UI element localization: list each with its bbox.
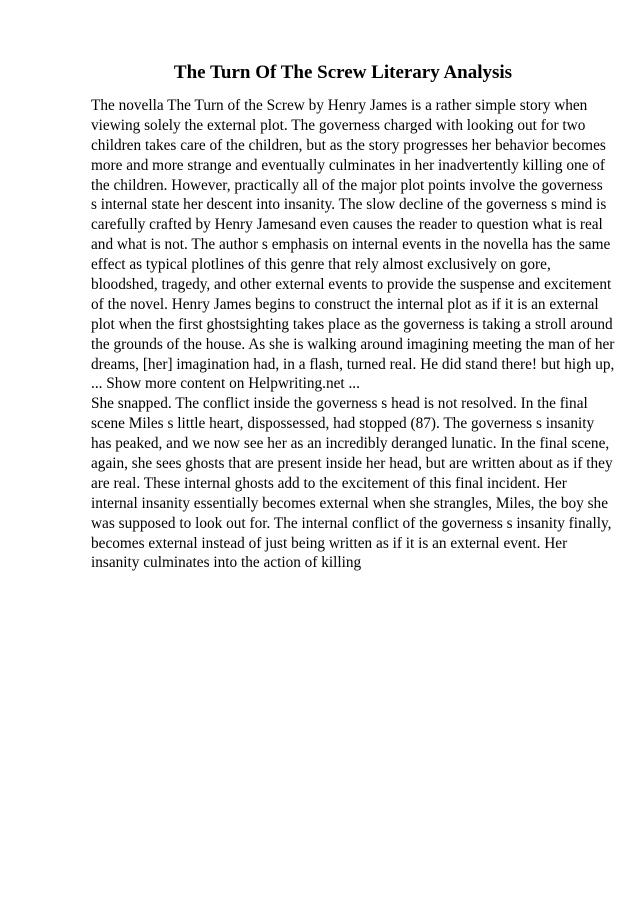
document-title: The Turn Of The Screw Literary Analysis (173, 62, 513, 83)
body-line: the children. However, practically all of the major plot points involve the governess (91, 176, 603, 194)
body-line: and what is not. The author s emphasis on internal events in the novella has the same (91, 236, 611, 254)
body-line: The novella The Turn of the Screw by Henry James is a rather simple story when (91, 97, 588, 114)
body-line: becomes external instead of just being written as if it is an external event. Her (91, 534, 568, 552)
body-line: of the novel. Henry James begins to construct the internal plot as if it is an external (91, 295, 599, 313)
body-line: bloodshed, tragedy, and other external events to provide the suspense and excitement (91, 276, 612, 294)
body-line: the grounds of the house. As she is walking around imagining meeting the man of her (91, 335, 615, 353)
body-line: more and more strange and eventually culminates in her inadvertently killing one of (91, 156, 605, 174)
show-more-line: ... Show more content on Helpwriting.net ... (91, 375, 360, 393)
body-line: scene Miles s little heart, dispossessed, had stopped (87). The governess s insanity (91, 415, 595, 433)
body-line: has peaked, and we now see her as an incredibly deranged lunatic. In the final scene, (91, 435, 610, 453)
body-line: She snapped. The conflict inside the governess s head is not resolved. In the final (91, 395, 588, 413)
body-line: viewing solely the external plot. The governess charged with looking out for two (91, 116, 586, 134)
body-line: plot when the first ghostsighting takes place as the governess is taking a stroll around (91, 315, 613, 333)
body-line: dreams, [her] imagination had, in a flash, turned real. He did stand there! but high up, (91, 355, 615, 373)
body-line: effect as typical plotlines of this genre that rely almost exclusively on gore, (91, 256, 551, 274)
body-line: carefully crafted by Henry Jamesand even causes the reader to question what is real (91, 216, 603, 234)
body-line: again, she sees ghosts that are present inside her head, but are written about as if they (91, 455, 613, 473)
body-line: children takes care of the children, but as the story progresses her behavior becomes (91, 136, 606, 154)
document-body (91, 96, 631, 573)
body-line: insanity culminates into the action of killing (91, 554, 362, 572)
body-line: internal insanity essentially becomes external when she strangles, Miles, the boy she (91, 494, 608, 512)
body-line: s internal state her descent into insanity. The slow decline of the governess s mind is (91, 196, 607, 214)
body-line: was supposed to look out for. The internal conflict of the governess s insanity finally, (91, 514, 612, 532)
body-line: are real. These internal ghosts add to the excitement of this final incident. Her (91, 474, 567, 492)
